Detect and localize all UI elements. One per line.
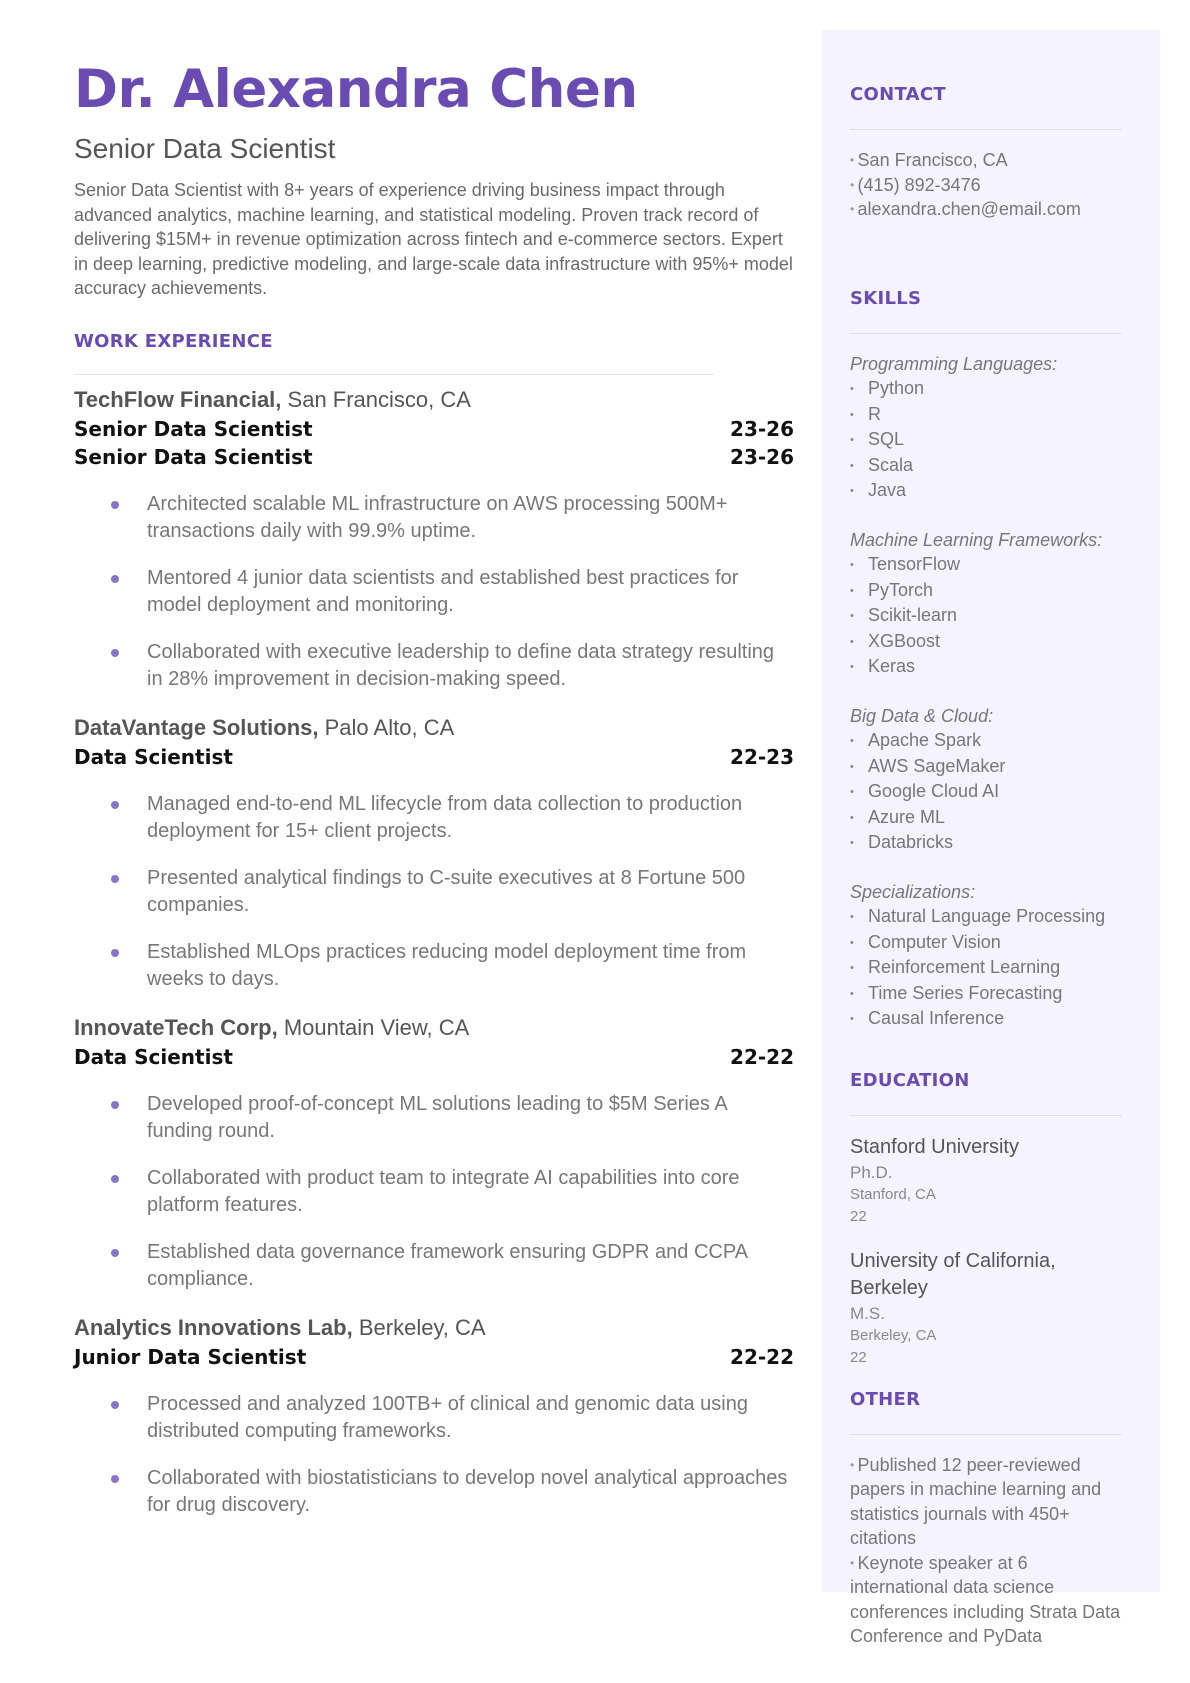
skill-list (850, 376, 1130, 504)
skill-list (850, 552, 1130, 680)
job-bullet: Developed proof-of-concept ML solutions leading to $5M Series A funding round. (74, 1091, 794, 1145)
skill-item: • Apache Spark (850, 728, 1130, 754)
divider (850, 129, 1122, 130)
company-line (74, 1013, 794, 1043)
skill-item: • TensorFlow (850, 552, 1130, 578)
skill-category: Machine Learning Frameworks: (850, 529, 1103, 550)
role-row (74, 1043, 794, 1071)
skills-heading: SKILLS (850, 287, 922, 309)
job-bullet: Collaborated with biostatisticians to develop novel analytical approaches for drug discovery. (74, 1465, 794, 1519)
skill-item: • Causal Inference (850, 1006, 1130, 1032)
education-year: 22 (850, 1207, 867, 1225)
company-name: Analytics Innovations Lab, (74, 1314, 353, 1340)
company-name: DataVantage Solutions, (74, 714, 319, 740)
education-degree: M.S. (850, 1303, 885, 1323)
other-item: • Keynote speaker at 6 international data science conferences including Strata Data Conference and PyData (850, 1551, 1122, 1649)
education-year: 22 (850, 1348, 867, 1366)
skill-item: • Reinforcement Learning (850, 955, 1130, 981)
contact-location: • San Francisco, CA (850, 148, 1130, 173)
sidebar (850, 84, 1130, 1649)
candidate-name: Dr. Alexandra Chen (74, 59, 638, 120)
skill-item: • Scikit-learn (850, 603, 1130, 629)
contact-heading: CONTACT (850, 84, 946, 105)
main-column (74, 58, 794, 1539)
company-location: Palo Alto, CA (324, 714, 455, 740)
job-bullet: Established MLOps practices reducing model deployment time from weeks to days. (74, 939, 794, 993)
job-bullet: Mentored 4 junior data scientists and established best practices for model deployment and monitoring. (74, 565, 794, 619)
skill-list (850, 728, 1130, 856)
job-entry (74, 1313, 794, 1519)
role-title: Junior Data Scientist (74, 1344, 307, 1369)
divider (850, 1115, 1122, 1116)
divider (850, 1434, 1122, 1435)
education-entry (850, 1248, 1130, 1369)
role-title: Data Scientist (74, 1044, 233, 1069)
role-dates: 22-22 (730, 1344, 794, 1369)
job-entry (74, 385, 794, 693)
company-location: San Francisco, CA (287, 386, 471, 412)
education-location: Berkeley, CA (850, 1326, 937, 1344)
company-line (74, 1313, 794, 1343)
other-item: • Published 12 peer-reviewed papers in machine learning and statistics journals with 450+ citations (850, 1453, 1122, 1551)
skill-item: • Keras (850, 654, 1130, 680)
skill-item: • Time Series Forecasting (850, 981, 1130, 1007)
job-bullet: Collaborated with executive leadership to define data strategy resulting in 28% improvement in decision-making speed. (74, 639, 794, 693)
job-title: Senior Data Scientist (74, 133, 336, 164)
company-name: TechFlow Financial, (74, 386, 282, 412)
role-dates: 23-26 (730, 416, 794, 441)
company-line (74, 385, 794, 415)
company-location: Mountain View, CA (283, 1014, 470, 1040)
skill-category: Programming Languages: (850, 353, 1058, 374)
role-title: Senior Data Scientist (74, 444, 313, 469)
skill-item: • Azure ML (850, 805, 1130, 831)
job-bullet: Collaborated with product team to integrate AI capabilities into core platform features. (74, 1165, 794, 1219)
role-title: Data Scientist (74, 744, 233, 769)
skill-item: • PyTorch (850, 578, 1130, 604)
job-bullets (74, 491, 794, 693)
skill-item: • Python (850, 376, 1130, 402)
education-school: Stanford University (850, 1135, 1019, 1158)
role-dates: 22-22 (730, 1044, 794, 1069)
education-degree: Ph.D. (850, 1162, 893, 1182)
company-line (74, 713, 794, 743)
education-heading: EDUCATION (850, 1069, 970, 1091)
education-school: University of California, Berkeley (850, 1249, 1056, 1299)
divider (74, 374, 714, 375)
skill-item: • AWS SageMaker (850, 754, 1130, 780)
skill-item: • Databricks (850, 830, 1130, 856)
skill-item: • Google Cloud AI (850, 779, 1130, 805)
company-name: InnovateTech Corp, (74, 1014, 278, 1040)
role-dates: 22-23 (730, 744, 794, 769)
skill-category: Specializations: (850, 881, 976, 902)
job-bullet: Architected scalable ML infrastructure on AWS processing 500M+ transactions daily with 99.9% uptime. (74, 491, 794, 545)
divider (850, 333, 1122, 334)
work-experience-heading: WORK EXPERIENCE (74, 330, 273, 352)
role-dates: 23-26 (730, 444, 794, 469)
job-bullet: Presented analytical findings to C-suite executives at 8 Fortune 500 companies. (74, 865, 794, 919)
role-row (74, 415, 794, 443)
role-row (74, 743, 794, 771)
contact-email: • alexandra.chen@email.com (850, 197, 1130, 222)
job-bullets (74, 1391, 794, 1519)
skill-item: • Scala (850, 453, 1130, 479)
company-location: Berkeley, CA (358, 1314, 486, 1340)
job-bullets (74, 791, 794, 993)
education-location: Stanford, CA (850, 1185, 936, 1203)
education-entry (850, 1134, 1130, 1228)
role-row (74, 1343, 794, 1371)
other-heading: OTHER (850, 1388, 921, 1410)
job-bullet: Managed end-to-end ML lifecycle from data collection to production deployment for 15+ client projects. (74, 791, 794, 845)
skill-list (850, 904, 1130, 1032)
job-entry (74, 1013, 794, 1293)
skill-item: • XGBoost (850, 629, 1130, 655)
role-row (74, 443, 794, 471)
job-bullet: Processed and analyzed 100TB+ of clinical and genomic data using distributed computing frameworks. (74, 1391, 794, 1445)
contact-phone: • (415) 892-3476 (850, 173, 1130, 198)
skill-item: • Computer Vision (850, 930, 1130, 956)
skill-category: Big Data & Cloud: (850, 705, 994, 726)
skill-item: • Natural Language Processing (850, 904, 1130, 930)
job-bullets (74, 1091, 794, 1293)
job-entry (74, 713, 794, 993)
job-bullet: Established data governance framework ensuring GDPR and CCPA compliance. (74, 1239, 794, 1293)
skill-item: • Java (850, 478, 1130, 504)
role-title: Senior Data Scientist (74, 416, 313, 441)
skill-item: • SQL (850, 427, 1130, 453)
summary: Senior Data Scientist with 8+ years of experience driving business impact through advanced analytics, machine learning, and statistical modeling. Proven track record of delivering $15M+ in revenue optimization across fintech and e-commerce sectors. Expert in deep learning, predictive modeling, and large-scale data infrastructure with 95%+ model accuracy achievements. (74, 180, 793, 298)
skill-item: • R (850, 402, 1130, 428)
